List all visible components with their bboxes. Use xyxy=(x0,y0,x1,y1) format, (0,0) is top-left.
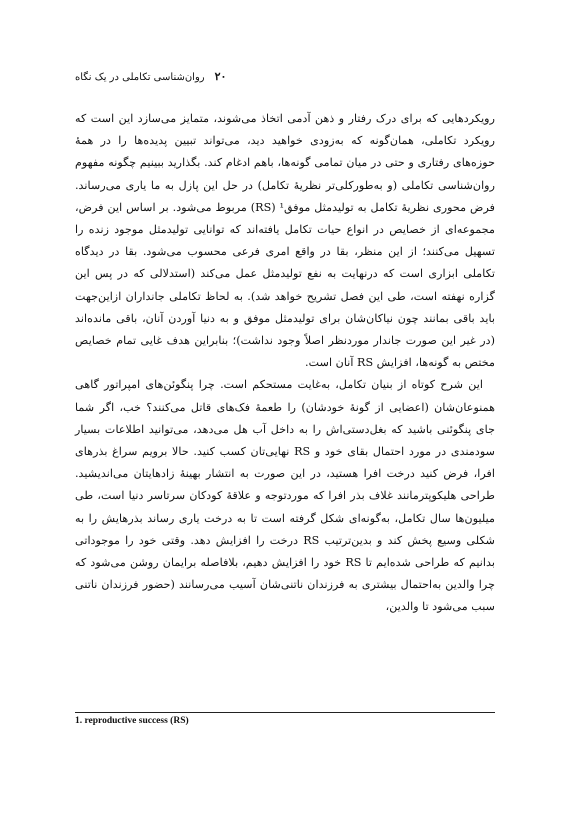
body-text xyxy=(75,108,495,619)
paragraph-1: رویکردهایی که برای درک رفتار و ذهن آدمی اتخاذ می‌شوند، متمایز می‌سازد این است که رویکرد تکاملی، همان‌گونه که به‌زودی خواهید دید، می‌تواند تبیین پدیده‌ها را در همهٔ حوزه‌های رفتاری و حتی در میان تمامی گونه‌ها، باهم ادغام کند. بگذارید ببینیم چگونه مفهوم روان‌شناسی تکاملی (و به‌طورکلی‌تر نظریهٔ تکامل) در حل این پازل به ما یاری می‌رساند. فرض محوری نظریهٔ تکامل به تولیدمثل موفق¹ (RS) مربوط می‌شود. بر اساس این فرض، مجموعه‌ای از خصایص در انواع حیات تکامل یافته‌اند که توانایی تولیدمثل موجود زنده را تسهیل می‌کنند؛ از این منظر، بقا در واقع امری فرعی محسوب می‌شود. بقا در دیدگاه تکاملی ابزاری است که درنهایت به نفع تولیدمثل عمل می‌کند (استدلالی که در پس این گزاره نهفته است، طی این فصل تشریح خواهد شد). به لحاظ تکاملی جانداران ازاین‌جهت باید باقی بمانند چون نیاکان‌شان برای تولیدمثل موفق و به دنیا آوردن آنان، باقی مانده‌اند (در غیر این صورت جاندار موردنظر اصلاً وجود نداشت)؛ بنابراین هدف غایی تمام خصایص مختص به گونه‌ها، افزایش RS آنان است. xyxy=(75,112,495,370)
running-title: روان‌شناسی تکاملی در یک نگاه xyxy=(75,72,205,83)
footnote: 1. reproductive success (RS) xyxy=(75,716,189,726)
page-number: ۲۰ xyxy=(214,70,227,83)
page-header xyxy=(75,70,495,83)
paragraph-2: این شرح کوتاه از بنیان تکامل، به‌غایت مستحکم است. چرا پنگوئن‌های امپراتور گاهی همنوعان‌شان (اعضایی از گونهٔ خودشان) را طعمهٔ فک‌های قاتل می‌کنند؟ خب، اگر شما جای پنگوئنی باشید که بغل‌دستی‌اش را به داخل آب هل می‌دهد، می‌توانید اطلاعات بسیار سودمندی در مورد احتمال بقای خود و RS نهایی‌تان کسب کنید. حالا برویم سراغ بذرهای افرا، فرض کنید درخت افرا هستید، در این صورت به انتشار بهینهٔ زادهایتان می‌اندیشید. طراحی هلیکوپترمانند غلاف بذر افرا که موردتوجه و علاقهٔ کودکان سرتاسر دنیا است، طی میلیون‌ها سال تکامل، به‌گونه‌ای شکل گرفته است تا به درخت یاری رساند بذرهایش را به شکلی وسیع پخش کند و بدین‌ترتیب RS درخت را افزایش دهد. وقتی خود را موجوداتی بدانیم که طراحی شده‌ایم تا RS خود را افزایش دهیم، بلافاصله برایمان روشن می‌شود که چرا والدین به‌احتمال بیشتری به فرزندان ناتنی‌شان آسیب می‌رسانند (حضور فرزندان ناتنی سبب می‌شود تا والدین، xyxy=(75,378,495,614)
footnote-divider xyxy=(75,712,495,713)
